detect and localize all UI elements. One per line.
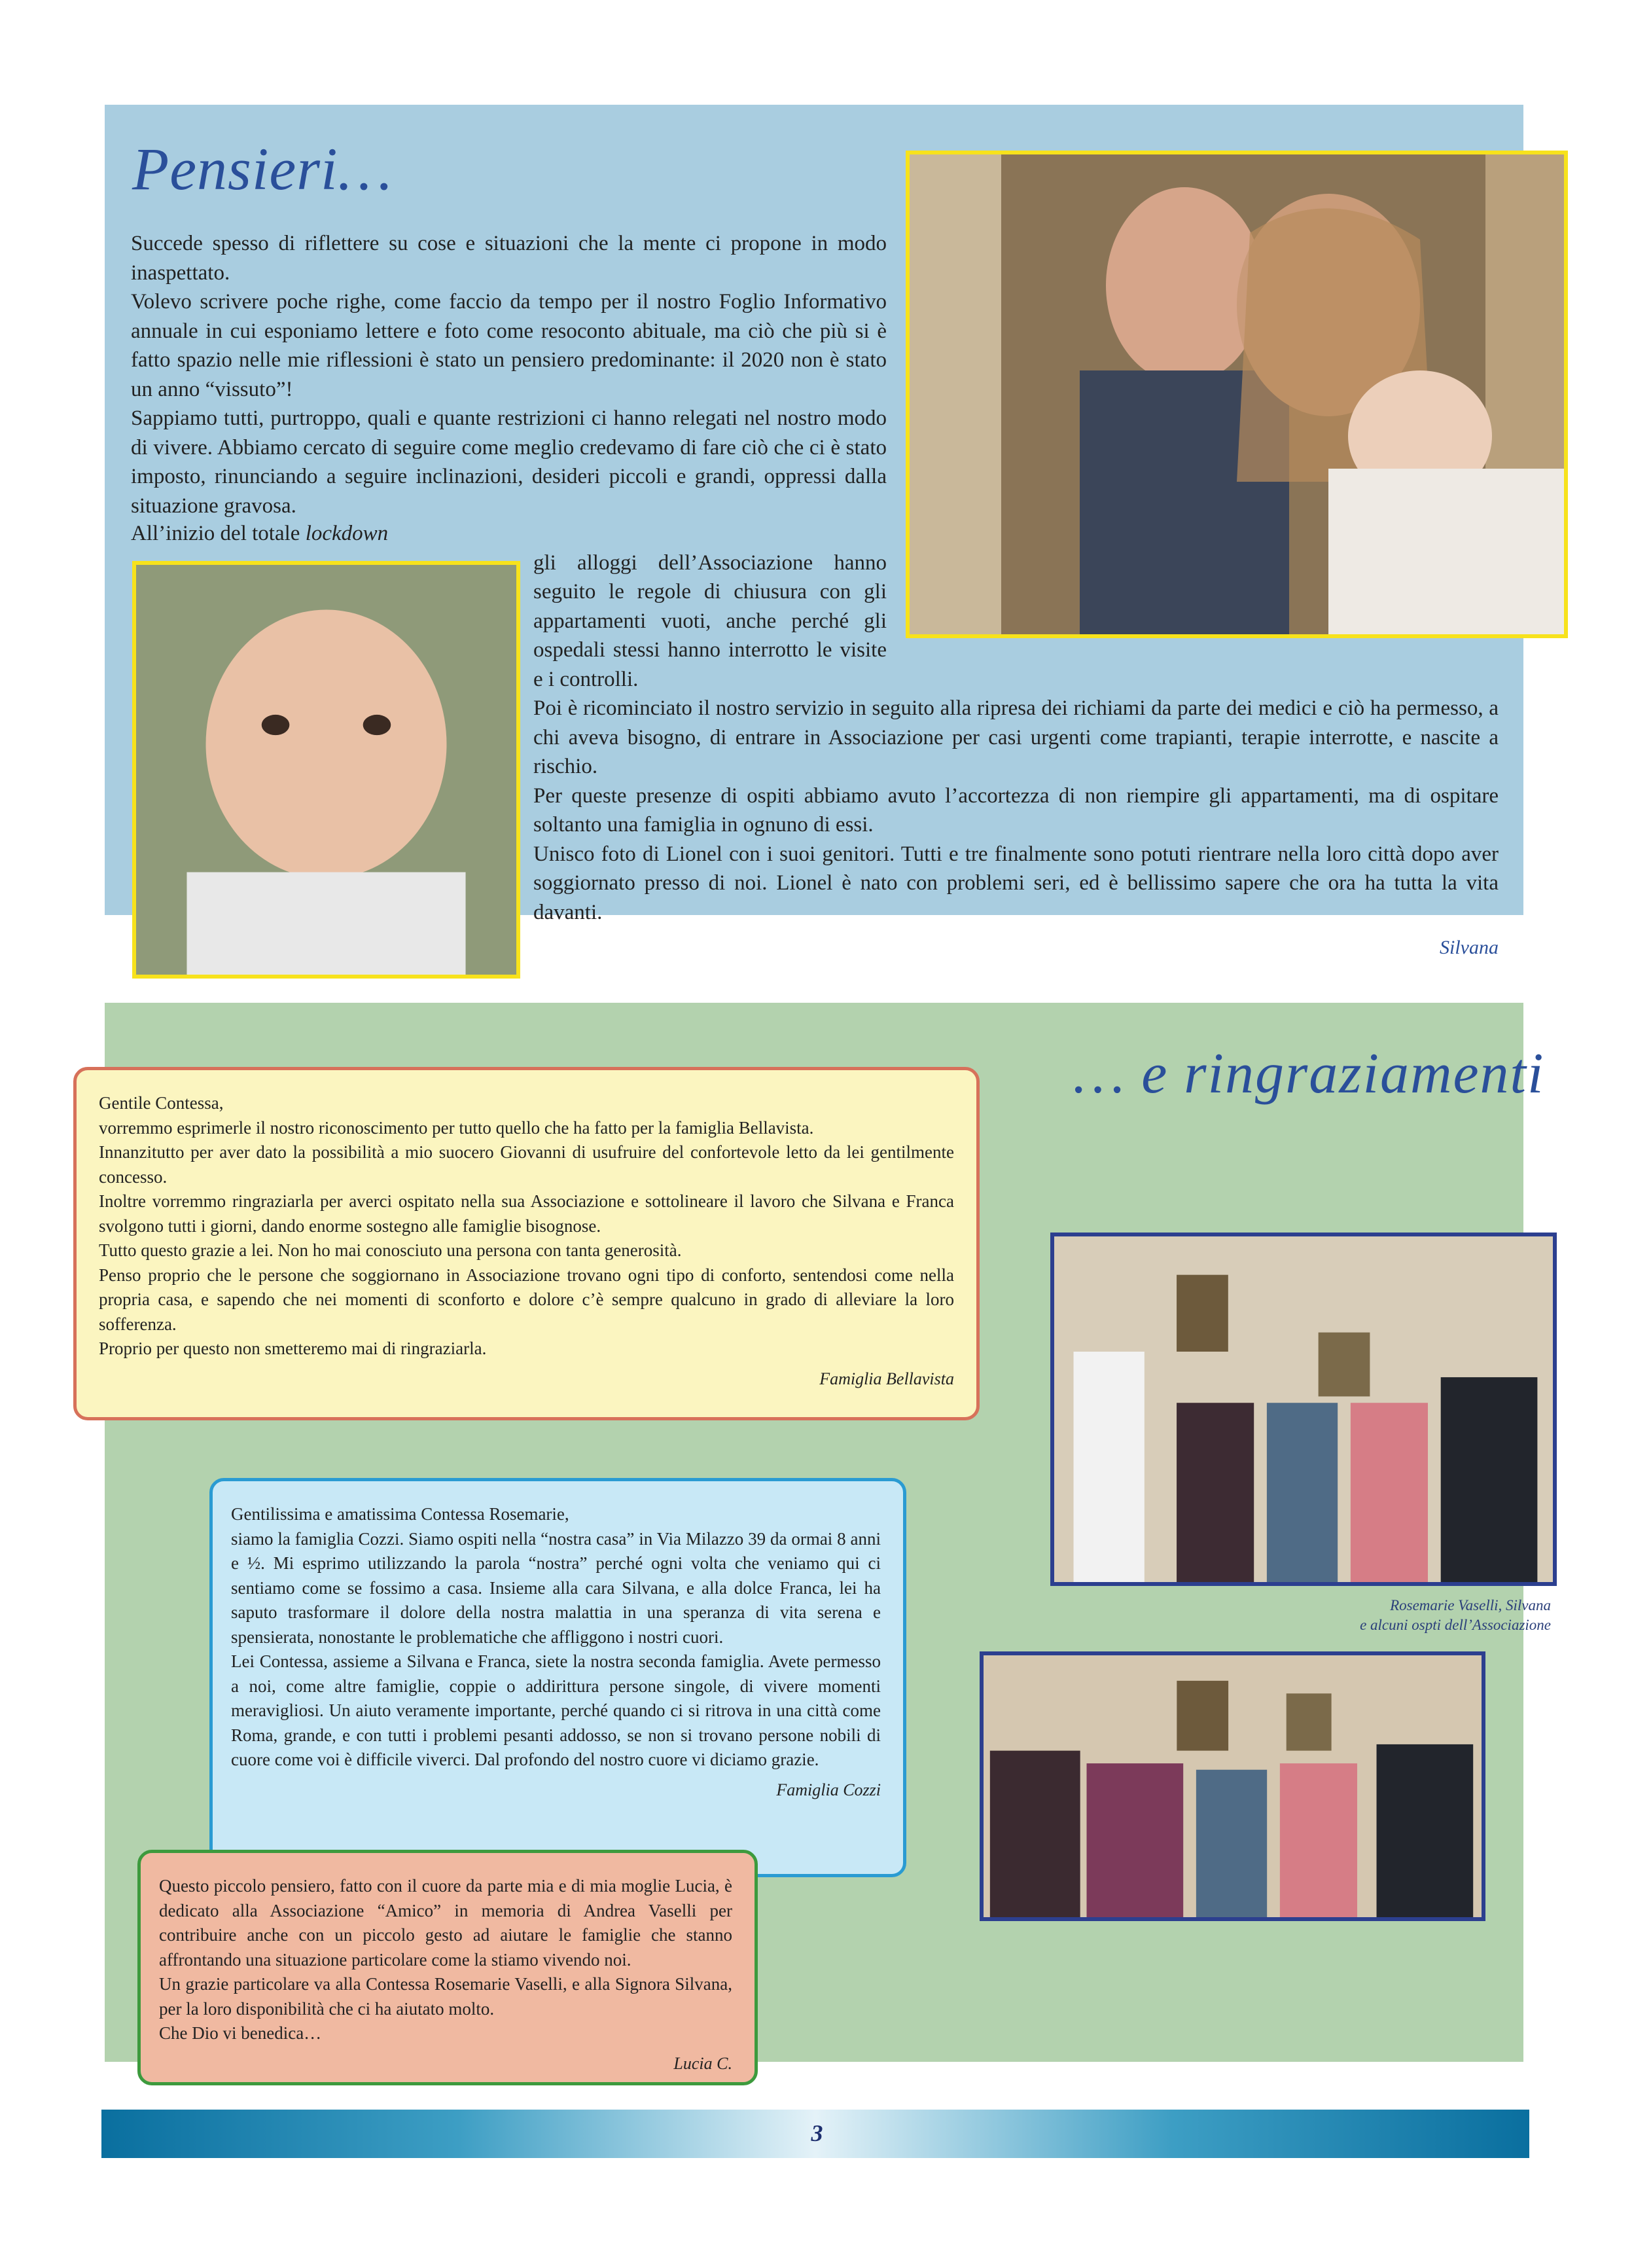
letter-line: Proprio per questo non smetteremo mai di ringraziarla. [99, 1339, 487, 1358]
ringraziamenti-title: … e ringraziamenti [1073, 1042, 1545, 1106]
group-photo-2 [980, 1651, 1485, 1921]
pensieri-paragraph: Poi è ricominciato il nostro servizio in seguito alla ripresa dei richiami da parte dei medici e ciò ha permesso, a chi aveva bisogno, di entrare in Associazione per casi urgenti come trapianti, terapie interrotte, e nascite a rischio. [533, 696, 1499, 778]
letter-line: Innanzitutto per aver dato la possibilità a mio suocero Giovanni di usufruire del confortevole letto da lei gentilmente concesso. [99, 1142, 954, 1187]
letter-line: siamo la famiglia Cozzi. Siamo ospiti nella “nostra casa” in Via Milazzo 39 da ormai 8 anni e ½. Mi esprimo utilizzando la parola “nostra” perché ogni volta che veniamo qui ci sentiamo come se fossimo a casa. Insieme alla cara Silvana, e alla dolce Franca, lei ha saputo trasformare il dolore della nostra malattia in una speranza di vita serena e spensierata, nonostante le problematiche che affliggono i nostri cuori. [231, 1528, 881, 1647]
letter-line: Penso proprio che le persone che soggiornano in Associazione trovano ogni tipo di conforto, sentendosi come nella propria casa, e sapendo che nei momenti di sconforto e dolore c’è sempre qualcuno in grado di alleviare la loro sofferenza. [99, 1265, 954, 1334]
letter-line: Questo piccolo pensiero, fatto con il cuore da parte mia e di mia moglie Lucia, è dedicato alla Associazione “Amico” in memoria di Andrea Vaselli per contribuire anche con un piccolo gesto ad aiutare le famiglie che stanno affrontando una situazione particolare come la stiamo vivendo noi. [159, 1876, 732, 1970]
letter-signature: Lucia C. [673, 2053, 732, 2073]
pensieri-text-top [131, 229, 887, 520]
letter-lucia [137, 1850, 758, 2085]
baby-photo [132, 561, 520, 979]
letter-signature: Famiglia Cozzi [776, 1780, 881, 1799]
pensieri-signature: Silvana [1440, 937, 1499, 958]
page-number: 3 [811, 2120, 823, 2146]
letter-line: Tutto questo grazie a lei. Non ho mai conosciuto una persona con tanta generosità. [99, 1240, 682, 1260]
family-photo [906, 151, 1568, 638]
group-photo-1 [1050, 1233, 1557, 1586]
baby-photo-image [136, 565, 516, 975]
pensieri-paragraph: Volevo scrivere poche righe, come faccio da tempo per il nostro Foglio Informativo annuale in cui esponiamo lettere e foto come resoconto abituale, ma ciò che più si è fatto spazio nelle mie riflessioni è stato un pensiero predominante: il 2020 non è stato un anno “vissuto”! [131, 290, 887, 401]
pensieri-title: Pensieri… [132, 135, 393, 202]
letter-line: Un grazie particolare va alla Contessa Rosemarie Vaselli, e alla Signora Silvana, per la loro disponibilità che ci ha aiutato molto. [159, 1974, 732, 2019]
lockdown-pre: All’inizio del totale [131, 522, 306, 545]
letter-bellavista [73, 1067, 980, 1420]
letter-line: Che Dio vi benedica… [159, 2023, 322, 2043]
group-photo-1-image [1054, 1236, 1553, 1582]
pensieri-paragraph: Sappiamo tutti, purtroppo, quali e quante restrizioni ci hanno relegati nel nostro modo di vivere. Abbiamo cercato di seguire come meglio credevamo di fare ciò che ci è stato imposto, rinunciando a seguire inclinazioni, desideri piccoli e grandi, oppressi dalla situazione gravosa. [131, 406, 887, 518]
letter-cozzi [209, 1478, 906, 1877]
family-photo-image [910, 154, 1564, 634]
caption-line: Rosemarie Vaselli, Silvana [1390, 1597, 1551, 1613]
group-photo-caption [1112, 1596, 1551, 1635]
lockdown-word: lockdown [305, 522, 389, 545]
group-photo-2-image [984, 1655, 1482, 1917]
letter-signature: Famiglia Bellavista [819, 1369, 954, 1388]
lockdown-post: gli alloggi dell’Associazione hanno seguito le regole di chiusura con gli appartamenti vuoti, anche perché gli ospedali stessi hanno interrotto le visite e i controlli. [533, 550, 887, 691]
pensieri-paragraph: Per queste presenze di ospiti abbiamo avuto l’accortezza di non riempire gli appartamenti, ma di ospitare soltanto una famiglia in ognuno di essi. [533, 783, 1499, 837]
caption-line: e alcuni ospti dell’Associazione [1360, 1617, 1551, 1633]
pensieri-paragraph: Unisco foto di Lionel con i suoi genitori. Tutti e tre finalmente sono potuti rientrare nella loro città dopo aver soggiornato presso di noi. Lionel è nato con problemi seri, ed è bellissimo sapere che ora ha tutta la vita davanti. [533, 842, 1499, 924]
letter-line: Gentilissima e amatissima Contessa Rosemarie, [231, 1504, 569, 1524]
letter-line: Lei Contessa, assieme a Silvana e Franca, siete la nostra seconda famiglia. Avete permesso a noi, come altre famiglie, coppie o addirittura persone singole, di vivere momenti meravigliosi. Un aiuto veramente importante, perché quando ci si ritrova in una città come Roma, grande, e con tutti i problemi pesanti addosso, se non si trovano persone nobili di cuore come voi è difficile viverci. Dal profondo del nostro cuore vi diciamo grazie. [231, 1651, 881, 1769]
pensieri-paragraph: Succede spesso di riflettere su cose e situazioni che la mente ci propone in modo inaspettato. [131, 232, 887, 285]
lockdown-post-start [388, 522, 393, 545]
letter-line: Gentile Contessa, [99, 1093, 224, 1113]
letter-line: vorremmo esprimerle il nostro riconoscimento per tutto quello che ha fatto per la famiglia Bellavista. [99, 1117, 814, 1138]
letter-line: Inoltre vorremmo ringraziarla per averci ospitato nella sua Associazione e sottolineare il lavoro che Silvana e Franca svolgono tutti i giorni, dando enorme sostegno alle famiglie bisognose. [99, 1191, 954, 1236]
